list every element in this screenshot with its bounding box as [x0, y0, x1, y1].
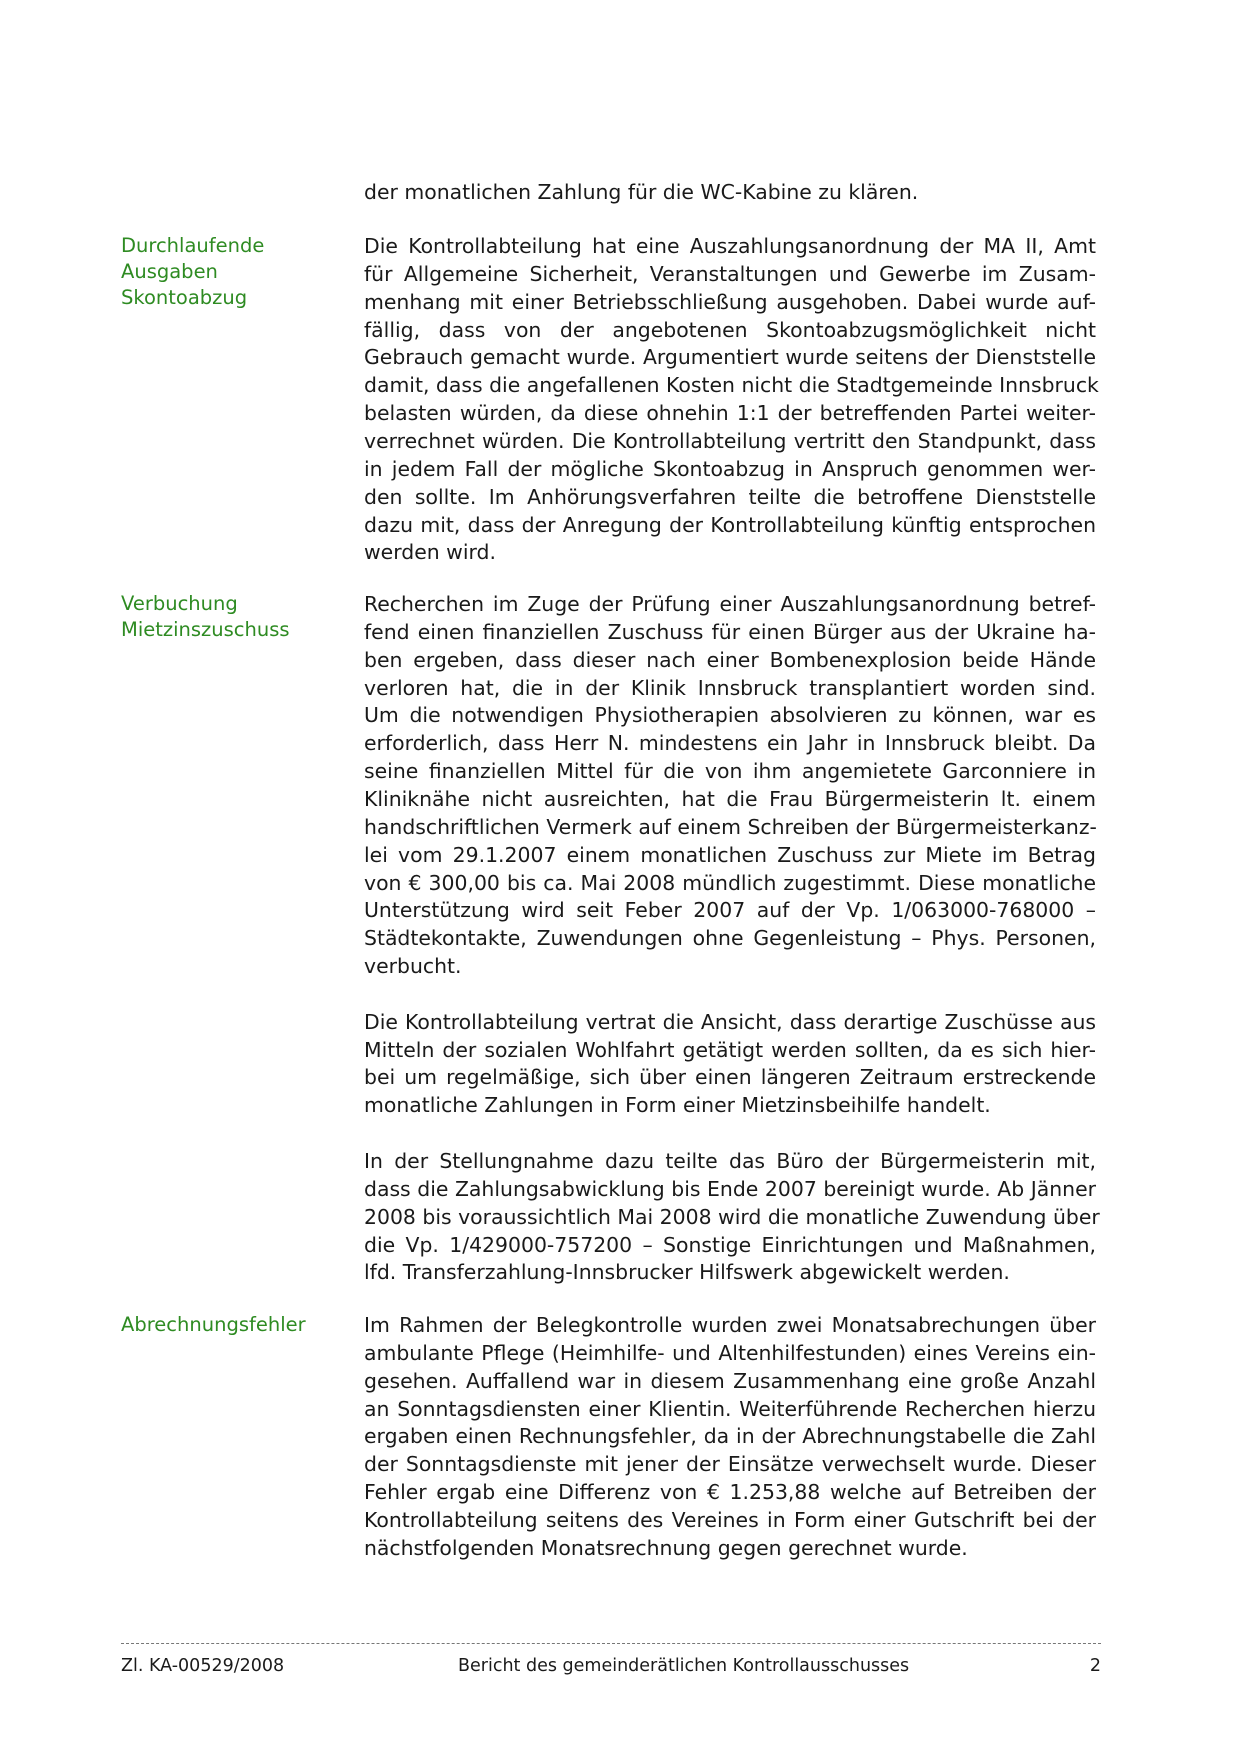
text-line: Fehler ergab eine Differenz von € 1.253,88 welche auf Betreiben der	[364, 1480, 1096, 1504]
text-line: Kliniknähe nicht ausreichten, hat die Frau Bürgermeisterin lt. einem	[364, 787, 1096, 811]
text-line: lei vom 29.1.2007 einem monatlichen Zuschuss zur Miete im Betrag	[364, 843, 1096, 867]
text-line: von € 300,00 bis ca. Mai 2008 mündlich zugestimmt. Diese monatliche	[364, 871, 1096, 895]
footer-divider	[121, 1643, 1101, 1644]
text-line: Die Kontrollabteilung vertrat die Ansicht, dass derartige Zuschüsse aus	[364, 1010, 1096, 1034]
text-line: In der Stellungnahme dazu teilte das Büro der Bürgermeisterin mit,	[364, 1149, 1096, 1173]
text-line: menhang mit einer Betriebsschließung ausgehoben. Dabei wurde auf-	[364, 290, 1096, 314]
text-line: der monatlichen Zahlung für die WC-Kabine zu klären.	[364, 180, 919, 204]
text-line: Gebrauch gemacht wurde. Argumentiert wurde seitens der Dienststelle	[364, 345, 1096, 369]
margin-label	[121, 591, 341, 643]
text-line: an Sonntagsdiensten einer Klientin. Weiterführende Recherchen hierzu	[364, 1397, 1096, 1421]
text-line: seine finanziellen Mittel für die von ihm angemietete Garconniere in	[364, 759, 1096, 783]
text-line: der Sonntagsdienste mit jener der Einsätze verwechselt wurde. Dieser	[364, 1452, 1096, 1476]
text-line: verbucht.	[364, 954, 462, 978]
text-line: handschriftlichen Vermerk auf einem Schreiben der Bürgermeisterkanz-	[364, 815, 1097, 839]
text-line: 2008 bis voraussichtlich Mai 2008 wird die monatliche Zuwendung über	[364, 1205, 1100, 1229]
margin-label-line: Durchlaufende	[121, 234, 265, 257]
text-line: fend einen finanziellen Zuschuss für einen Bürger aus der Ukraine ha-	[364, 620, 1096, 644]
margin-label-line: Skontoabzug	[121, 286, 248, 309]
text-line: erforderlich, dass Herr N. mindestens ein Jahr in Innsbruck bleibt. Da	[364, 731, 1096, 755]
text-line: in jedem Fall der mögliche Skontoabzug in Anspruch genommen wer-	[364, 457, 1096, 481]
margin-label-line: Mietzinszuschuss	[121, 618, 290, 641]
text-line: monatliche Zahlungen in Form einer Mietzinsbeihilfe handelt.	[364, 1093, 991, 1117]
text-line: für Allgemeine Sicherheit, Veranstaltungen und Gewerbe im Zusam-	[364, 262, 1096, 286]
text-line: Städtekontakte, Zuwendungen ohne Gegenleistung – Phys. Personen,	[364, 926, 1096, 950]
text-line: Unterstützung wird seit Feber 2007 auf der Vp. 1/063000-768000 –	[364, 898, 1096, 922]
text-line: belasten würden, da diese ohnehin 1:1 der betreffenden Partei weiter-	[364, 401, 1096, 425]
margin-label-line: Verbuchung	[121, 592, 238, 615]
text-line: Die Kontrollabteilung hat eine Auszahlungsanordnung der MA II, Amt	[364, 234, 1096, 258]
text-line: werden wird.	[364, 540, 496, 564]
text-line: damit, dass die angefallenen Kosten nicht die Stadtgemeinde Innsbruck	[364, 373, 1099, 397]
margin-label	[121, 1312, 341, 1338]
text-line: Mitteln der sozialen Wohlfahrt getätigt werden sollten, da es sich hier-	[364, 1038, 1096, 1062]
text-line: Um die notwendigen Physiotherapien absolvieren zu können, war es	[364, 703, 1096, 727]
text-line: lfd. Transferzahlung-Innsbrucker Hilfswerk abgewickelt werden.	[364, 1260, 1010, 1284]
text-line: nächstfolgenden Monatsrechnung gegen gerechnet wurde.	[364, 1536, 968, 1560]
text-line: ergaben einen Rechnungsfehler, da in der Abrechnungstabelle die Zahl	[364, 1424, 1096, 1448]
text-line: gesehen. Auffallend war in diesem Zusammenhang eine große Anzahl	[364, 1369, 1096, 1393]
margin-label-line: Abrechnungsfehler	[121, 1313, 306, 1336]
text-line: fällig, dass von der angebotenen Skontoabzugsmöglichkeit nicht	[364, 318, 1096, 342]
text-line: bei um regelmäßige, sich über einen längeren Zeitraum erstreckende	[364, 1065, 1096, 1089]
text-line: Im Rahmen der Belegkontrolle wurden zwei Monatsabrechungen über	[364, 1313, 1096, 1337]
footer-reference: Zl. KA-00529/2008	[121, 1656, 285, 1676]
text-line: verloren hat, die in der Klinik Innsbruck transplantiert worden sind.	[364, 676, 1096, 700]
text-line: Kontrollabteilung seitens des Vereines in Form einer Gutschrift bei der	[364, 1508, 1096, 1532]
text-line: Recherchen im Zuge der Prüfung einer Auszahlungsanordnung betref-	[364, 592, 1096, 616]
text-line: dass die Zahlungsabwicklung bis Ende 2007 bereinigt wurde. Ab Jänner	[364, 1177, 1096, 1201]
footer-title: Bericht des gemeinderätlichen Kontrollausschusses	[458, 1656, 910, 1676]
footer-page-number: 2	[1089, 1656, 1101, 1676]
margin-label-line: Ausgaben	[121, 260, 218, 283]
text-line: ambulante Pflege (Heimhilfe- und Altenhilfestunden) eines Vereins ein-	[364, 1341, 1096, 1365]
text-line: die Vp. 1/429000-757200 – Sonstige Einrichtungen und Maßnahmen,	[364, 1233, 1096, 1257]
text-line: dazu mit, dass der Anregung der Kontrollabteilung künftig entsprochen	[364, 513, 1096, 537]
text-line: ben ergeben, dass dieser nach einer Bombenexplosion beide Hände	[364, 648, 1096, 672]
text-line: den sollte. Im Anhörungsverfahren teilte die betroffene Dienststelle	[364, 485, 1096, 509]
text-line: verrechnet würden. Die Kontrollabteilung vertritt den Standpunkt, dass	[364, 429, 1096, 453]
margin-label	[121, 233, 341, 311]
